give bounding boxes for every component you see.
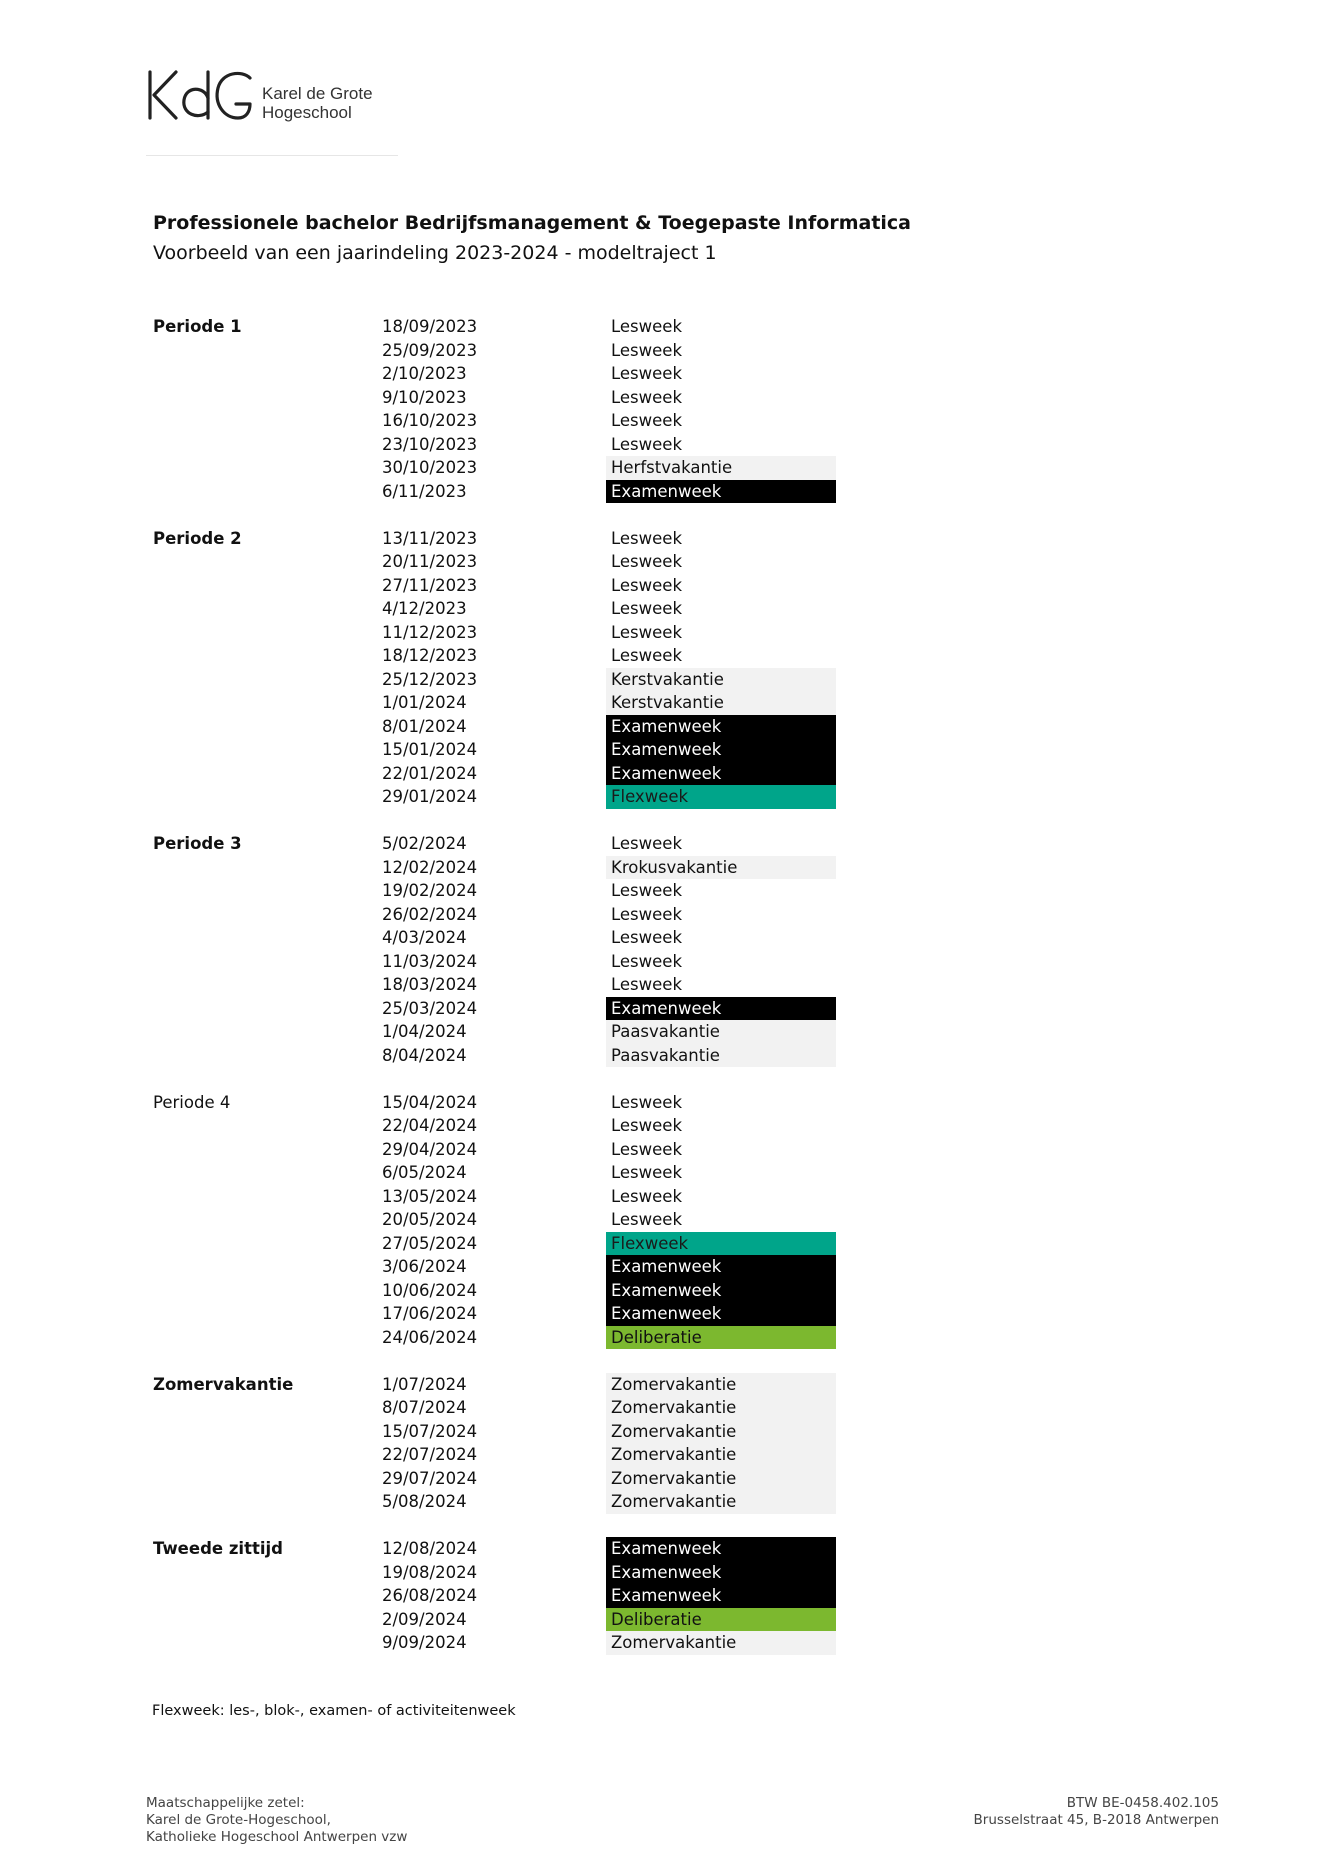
week-row xyxy=(0,315,1340,339)
week-date: 19/02/2024 xyxy=(382,881,478,900)
week-date: 8/07/2024 xyxy=(382,1398,467,1417)
week-date: 23/10/2023 xyxy=(382,434,478,454)
week-activity: Lesweek xyxy=(611,646,683,665)
week-date: 8/04/2024 xyxy=(382,1045,467,1065)
week-date: 22/01/2024 xyxy=(382,763,478,783)
week-activity: Lesweek xyxy=(611,951,683,971)
week-row xyxy=(0,1114,1340,1138)
week-date: 25/09/2023 xyxy=(382,340,478,360)
week-activity: Zomervakantie xyxy=(606,1490,836,1514)
week-activity: Examenweek xyxy=(606,1561,836,1585)
period-block xyxy=(0,315,1340,503)
week-activity: Lesweek xyxy=(611,904,683,924)
period-label: Periode 1 xyxy=(153,317,242,336)
week-row xyxy=(0,1020,1340,1044)
period-block xyxy=(0,1091,1340,1350)
week-date: 15/07/2024 xyxy=(382,1421,478,1441)
period-label: Zomervakantie xyxy=(153,1374,294,1394)
week-row xyxy=(0,997,1340,1021)
week-row xyxy=(0,762,1340,786)
week-activity: Lesweek xyxy=(611,317,683,336)
week-row xyxy=(0,903,1340,927)
week-activity: Deliberatie xyxy=(606,1326,836,1350)
week-row xyxy=(0,832,1340,856)
week-activity: Lesweek xyxy=(611,340,683,360)
week-date: 11/12/2023 xyxy=(382,622,478,642)
week-activity: Examenweek xyxy=(606,480,836,504)
week-date: 10/06/2024 xyxy=(382,1280,478,1300)
week-date: 17/06/2024 xyxy=(382,1304,478,1323)
week-activity: Lesweek xyxy=(611,434,683,454)
week-row xyxy=(0,1185,1340,1209)
week-activity: Lesweek xyxy=(611,552,683,571)
year-schedule xyxy=(0,315,1340,1678)
week-activity: Examenweek xyxy=(606,715,836,739)
period-label: Periode 3 xyxy=(153,834,242,853)
week-date: 5/08/2024 xyxy=(382,1492,467,1511)
document-subtitle: Voorbeeld van een jaarindeling 2023-2024 - modeltraject 1 xyxy=(153,242,717,264)
week-activity: Examenweek xyxy=(606,738,836,762)
week-row xyxy=(0,738,1340,762)
week-activity: Lesweek xyxy=(611,622,683,642)
week-activity: Lesweek xyxy=(611,1163,683,1182)
week-row xyxy=(0,1279,1340,1303)
period-label: Periode 4 xyxy=(153,1092,231,1112)
footer-vat-address xyxy=(974,1795,1219,1829)
week-row xyxy=(0,1044,1340,1068)
week-date: 27/05/2024 xyxy=(382,1233,478,1253)
week-date: 11/03/2024 xyxy=(382,951,478,971)
week-row xyxy=(0,1584,1340,1608)
week-date: 26/08/2024 xyxy=(382,1586,478,1605)
footer-right-line: Brusselstraat 45, B-2018 Antwerpen xyxy=(973,1812,1219,1828)
week-date: 4/03/2024 xyxy=(382,928,467,947)
week-date: 12/08/2024 xyxy=(382,1539,478,1558)
document-title: Professionele bachelor Bedrijfsmanagement & Toegepaste Informatica xyxy=(153,212,912,234)
week-activity: Examenweek xyxy=(606,1584,836,1608)
week-date: 16/10/2023 xyxy=(382,411,478,430)
period-block xyxy=(0,1373,1340,1514)
kdg-logo xyxy=(146,68,406,128)
week-date: 9/09/2024 xyxy=(382,1633,467,1652)
week-activity: Lesweek xyxy=(611,599,683,618)
week-activity: Herfstvakantie xyxy=(606,456,836,480)
week-activity: Zomervakantie xyxy=(606,1443,836,1467)
week-activity: Lesweek xyxy=(611,1210,683,1229)
footer-right-line: BTW BE-0458.402.105 xyxy=(1066,1795,1219,1811)
week-date: 18/12/2023 xyxy=(382,646,478,665)
week-row xyxy=(0,668,1340,692)
week-date: 3/06/2024 xyxy=(382,1257,467,1276)
week-row xyxy=(0,1443,1340,1467)
week-date: 18/09/2023 xyxy=(382,317,478,336)
week-row xyxy=(0,527,1340,551)
week-date: 13/11/2023 xyxy=(382,528,478,548)
week-activity: Flexweek xyxy=(606,785,836,809)
week-row xyxy=(0,1302,1340,1326)
week-activity: Examenweek xyxy=(606,762,836,786)
week-row xyxy=(0,1608,1340,1632)
week-row xyxy=(0,926,1340,950)
header-divider xyxy=(146,155,398,156)
week-row xyxy=(0,456,1340,480)
footer-left-line: Karel de Grote-Hogeschool, xyxy=(146,1812,331,1828)
week-date: 15/01/2024 xyxy=(382,740,478,759)
period-block xyxy=(0,832,1340,1067)
week-activity: Lesweek xyxy=(611,387,683,407)
week-row xyxy=(0,1208,1340,1232)
week-row xyxy=(0,691,1340,715)
week-date: 30/10/2023 xyxy=(382,458,478,477)
week-activity: Lesweek xyxy=(611,364,683,383)
week-date: 13/05/2024 xyxy=(382,1186,478,1206)
week-activity: Lesweek xyxy=(611,1116,683,1135)
week-row xyxy=(0,1420,1340,1444)
week-row xyxy=(0,597,1340,621)
week-activity: Lesweek xyxy=(611,411,683,430)
week-activity: Lesweek xyxy=(611,834,683,853)
week-row xyxy=(0,1232,1340,1256)
footer-left-line: Katholieke Hogeschool Antwerpen vzw xyxy=(146,1829,408,1845)
week-activity: Lesweek xyxy=(611,928,683,947)
week-row xyxy=(0,574,1340,598)
week-activity: Paasvakantie xyxy=(606,1020,836,1044)
week-activity: Examenweek xyxy=(606,1255,836,1279)
week-row xyxy=(0,1138,1340,1162)
week-activity: Lesweek xyxy=(611,1139,683,1159)
week-row xyxy=(0,1091,1340,1115)
week-row xyxy=(0,1373,1340,1397)
week-row xyxy=(0,1561,1340,1585)
week-date: 1/01/2024 xyxy=(382,693,467,712)
week-row xyxy=(0,785,1340,809)
week-row xyxy=(0,1631,1340,1655)
week-row xyxy=(0,621,1340,645)
week-row xyxy=(0,550,1340,574)
week-row xyxy=(0,1537,1340,1561)
week-activity: Flexweek xyxy=(606,1232,836,1256)
week-date: 5/02/2024 xyxy=(382,834,467,853)
week-activity: Lesweek xyxy=(611,575,683,595)
week-date: 1/04/2024 xyxy=(382,1022,467,1041)
week-activity: Examenweek xyxy=(606,1279,836,1303)
period-label: Tweede zittijd xyxy=(153,1539,283,1558)
week-row xyxy=(0,644,1340,668)
week-date: 1/07/2024 xyxy=(382,1374,467,1394)
week-date: 22/07/2024 xyxy=(382,1445,478,1464)
week-row xyxy=(0,1396,1340,1420)
week-date: 29/07/2024 xyxy=(382,1468,478,1488)
week-date: 4/12/2023 xyxy=(382,599,467,618)
week-date: 12/02/2024 xyxy=(382,857,478,877)
week-row xyxy=(0,480,1340,504)
logo-line-2: Hogeschool xyxy=(262,103,352,122)
footer-left-line: Maatschappelijke zetel: xyxy=(146,1795,305,1811)
week-date: 25/03/2024 xyxy=(382,998,478,1018)
week-activity: Krokusvakantie xyxy=(606,856,836,880)
week-row xyxy=(0,950,1340,974)
week-row xyxy=(0,973,1340,997)
week-activity: Zomervakantie xyxy=(606,1631,836,1655)
footnote: Flexweek: les-, blok-, examen- of activiteitenweek xyxy=(152,1703,516,1719)
week-activity: Zomervakantie xyxy=(606,1373,836,1397)
week-activity: Zomervakantie xyxy=(606,1467,836,1491)
week-date: 15/04/2024 xyxy=(382,1092,478,1112)
week-date: 2/10/2023 xyxy=(382,364,467,383)
week-row xyxy=(0,1161,1340,1185)
period-label: Periode 2 xyxy=(153,528,242,548)
week-activity: Examenweek xyxy=(606,1302,836,1326)
week-date: 6/05/2024 xyxy=(382,1163,467,1182)
week-date: 29/01/2024 xyxy=(382,787,478,806)
week-activity: Kerstvakantie xyxy=(606,691,836,715)
week-date: 20/05/2024 xyxy=(382,1210,478,1229)
week-row xyxy=(0,1490,1340,1514)
week-activity: Lesweek xyxy=(611,881,683,900)
week-date: 24/06/2024 xyxy=(382,1327,478,1347)
week-date: 27/11/2023 xyxy=(382,575,478,595)
week-activity: Paasvakantie xyxy=(606,1044,836,1068)
week-date: 22/04/2024 xyxy=(382,1116,478,1135)
week-activity: Lesweek xyxy=(611,528,683,548)
logo-wordmark xyxy=(262,84,373,122)
week-date: 8/01/2024 xyxy=(382,716,467,736)
week-date: 9/10/2023 xyxy=(382,387,467,407)
footer-registered-office xyxy=(146,1795,407,1846)
week-row xyxy=(0,1467,1340,1491)
week-row xyxy=(0,856,1340,880)
week-date: 20/11/2023 xyxy=(382,552,478,571)
week-date: 18/03/2024 xyxy=(382,975,478,994)
week-row xyxy=(0,409,1340,433)
week-activity: Lesweek xyxy=(611,975,683,994)
week-row xyxy=(0,339,1340,363)
week-activity: Kerstvakantie xyxy=(606,668,836,692)
week-row xyxy=(0,1326,1340,1350)
week-date: 26/02/2024 xyxy=(382,904,478,924)
week-activity: Examenweek xyxy=(606,1537,836,1561)
week-row xyxy=(0,715,1340,739)
week-activity: Zomervakantie xyxy=(606,1420,836,1444)
week-activity: Lesweek xyxy=(611,1092,683,1112)
week-activity: Zomervakantie xyxy=(606,1396,836,1420)
logo-line-1: Karel de Grote xyxy=(262,84,373,103)
period-block xyxy=(0,1537,1340,1655)
week-activity: Examenweek xyxy=(606,997,836,1021)
week-activity: Lesweek xyxy=(611,1186,683,1206)
week-date: 29/04/2024 xyxy=(382,1139,478,1159)
week-row xyxy=(0,433,1340,457)
week-date: 19/08/2024 xyxy=(382,1562,478,1582)
week-date: 25/12/2023 xyxy=(382,669,478,689)
week-date: 2/09/2024 xyxy=(382,1609,467,1629)
kdg-logo-mark xyxy=(146,68,256,124)
week-row xyxy=(0,362,1340,386)
week-date: 6/11/2023 xyxy=(382,481,467,501)
week-row xyxy=(0,879,1340,903)
period-block xyxy=(0,527,1340,809)
week-activity: Deliberatie xyxy=(606,1608,836,1632)
week-row xyxy=(0,1255,1340,1279)
week-row xyxy=(0,386,1340,410)
